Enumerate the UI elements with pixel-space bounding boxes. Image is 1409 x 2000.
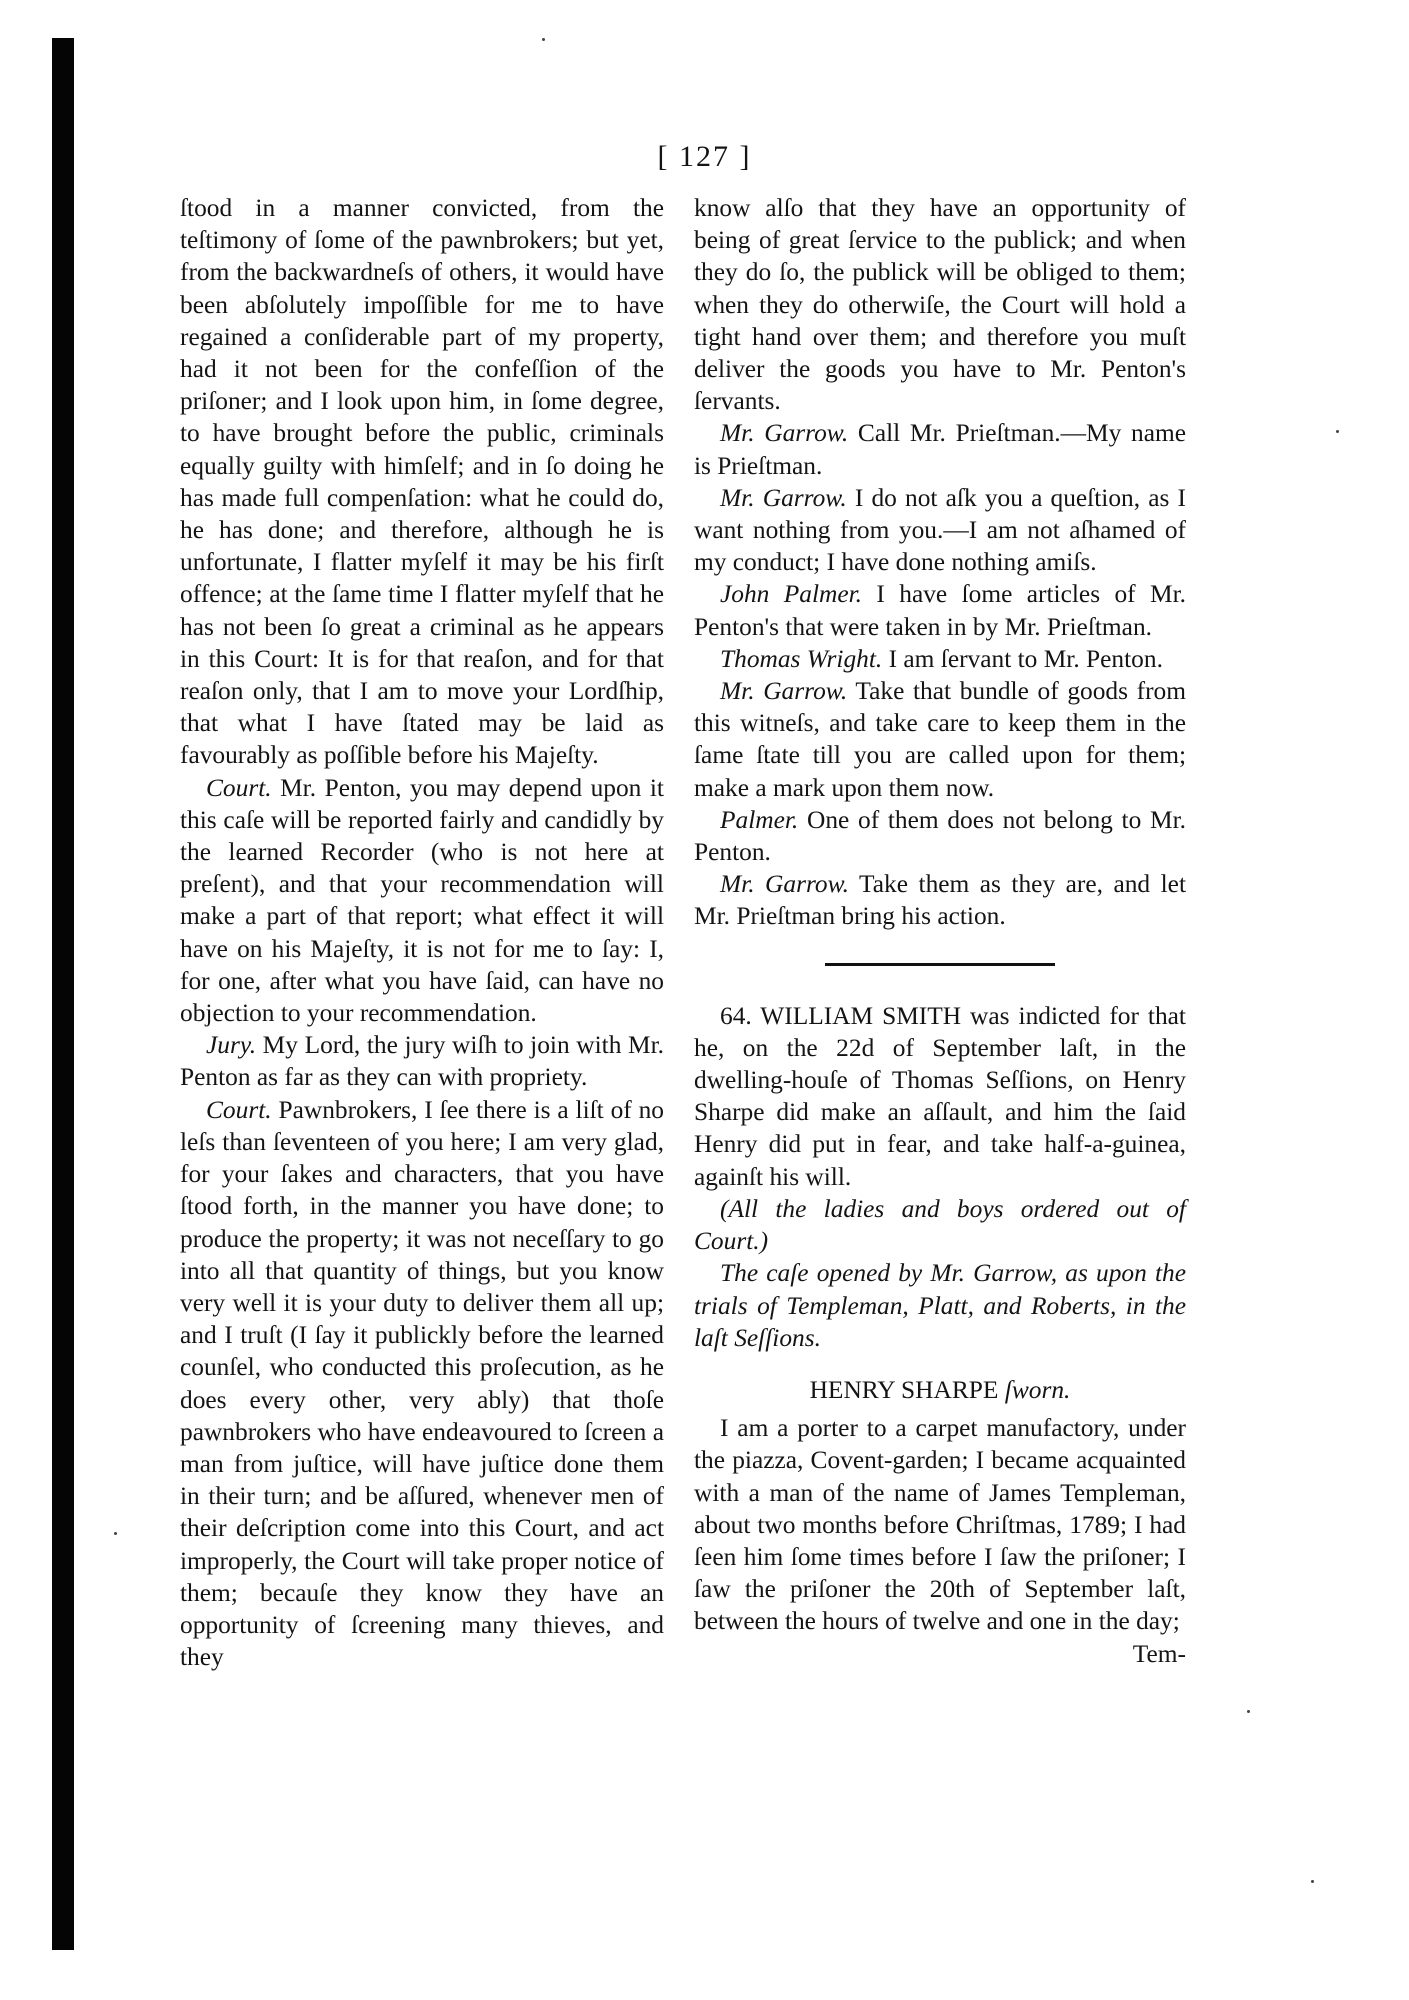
italic-note: The caſe opened by Mr. Garrow, as upon the trials of Templeman, Platt, and Roberts, in the laſt Seſſions. xyxy=(694,1259,1186,1352)
speaker-name: Court. xyxy=(206,773,272,802)
body-paragraph: I am a porter to a carpet manufactory, under the piazza, Covent-garden; I became acquainted with a man of the name of James Templeman, about two months before Chriſtmas, 1789; I had ſeen him ſome times before I ſaw the priſoner; I ſaw the priſoner the 20th of September laſt, between the hours of twelve and one in the day; xyxy=(694,1414,1186,1636)
scan-speck xyxy=(542,38,545,41)
speaker-name: Thomas Wright. xyxy=(720,644,883,673)
left-column xyxy=(180,192,664,1673)
paragraph-continuation: ſtood in a manner convicted, from the teſtimony of ſome of the pawnbrokers; but yet, from the backwardneſs of others, it would have been abſolutely impoſſible for me to have regained a conſiderable part of my property, had it not been for the confeſſion of the priſoner; and I look upon him, in ſome degree, to have brought before the public, criminals equally guilty with himſelf; and in ſo doing he has made full compenſation: what he could do, he has done; and therefore, although he is unfortunate, I flatter myſelf it may be his firſt offence; at the ſame time I flatter myſelf that he has not been ſo great a criminal as he appears in this Court: It is for that reaſon, and for that reaſon only, that I am to move your Lordſhip, that what I have ſtated may be laid as favourably as poſſible before his Majeſty. xyxy=(180,194,664,770)
section-divider xyxy=(825,963,1055,966)
scan-speck xyxy=(1247,1710,1250,1713)
speech-text: I am ſervant to Mr. Penton. xyxy=(882,644,1163,673)
speech-paragraph xyxy=(180,1029,664,1093)
witness-name: HENRY SHARPE xyxy=(809,1375,999,1404)
speaker-name: Palmer. xyxy=(720,805,799,834)
body-paragraph: 64. WILLIAM SMITH was indicted for that he, on the 22d of September laſt, in the dwelling-houſe of Thomas Seſſions, on Henry Sharpe did make an aſſault, and him the ſaid Henry did put in fear, and take half-a-guinea, againſt his will. xyxy=(694,1001,1186,1191)
witness-status: ſworn. xyxy=(1004,1375,1071,1404)
speaker-name: Mr. Garrow. xyxy=(720,483,847,512)
speech-text: Mr. Penton, you may depend upon it this caſe will be reported fairly and candidly by the learned Recorder (who is not here at preſent), and that your recommendation will make a part of that report; what effect it will have on his Majeſty, it is not for me to ſay: I, for one, after what you have ſaid, can have no objection to your recommendation. xyxy=(180,773,664,1028)
speech-text: Pawnbrokers, I ſee there is a liſt of no leſs than ſeventeen of you here; I am very glad, for your ſakes and characters, that you have ſtood forth, in the manner you have done; to produce the property; it was not neceſſary to go into all that quantity of things, but you know very well it is your duty to deliver them all up; and I truſt (I ſay it publickly before the learned counſel, who conducted this proſecution, as he does every other, very ably) that thoſe pawnbrokers who have endeavoured to ſcreen a man from juſtice, will have juſtice done them in their turn; and be aſſured, whenever men of their deſcription come into this Court, and act improperly, the Court will take proper notice of them; becauſe they know they have an opportunity of ſcreening many thieves, and they xyxy=(180,1095,664,1672)
catchword: Tem- xyxy=(1132,1639,1186,1668)
speaker-name: Jury. xyxy=(206,1031,257,1060)
speech-text: I have ſome articles of Mr. Penton's that were taken in by Mr. Prieſtman. xyxy=(694,580,1186,641)
speech-text: Take them as they are, and let Mr. Prieſtman bring his action. xyxy=(694,870,1187,931)
speaker-name: Mr. Garrow. xyxy=(720,870,850,899)
scan-speck xyxy=(1336,430,1339,433)
right-column xyxy=(694,192,1186,1670)
speaker-name: Mr. Garrow. xyxy=(720,419,849,448)
speech-text: I do not aſk you a queſtion, as I want nothing from you.—I am not aſhamed of my conduct; I have done nothing amiſs. xyxy=(694,483,1187,577)
italic-note: (All the ladies and boys ordered out of Court.) xyxy=(694,1194,1186,1256)
speaker-name: Mr. Garrow. xyxy=(720,677,848,706)
speech-text: My Lord, the jury wiſh to join with Mr. Penton as far as they can with propriety. xyxy=(180,1031,664,1092)
speech-paragraph xyxy=(180,772,664,1030)
witness-heading xyxy=(694,1374,1186,1406)
binding-shadow xyxy=(52,38,74,1950)
speech-paragraph xyxy=(694,804,1186,868)
speech-paragraph xyxy=(694,482,1186,579)
page-number: [ 127 ] xyxy=(657,140,752,173)
speech-text: One of them does not belong to Mr. Penton. xyxy=(694,805,1186,867)
speech-paragraph xyxy=(694,868,1186,932)
scan-speck xyxy=(1311,1880,1314,1883)
speech-paragraph xyxy=(694,578,1186,642)
speech-text: Take that bundle of goods from this witneſs, and take care to keep them in the ſame ſtate till you are called upon for them; make a mark upon them now. xyxy=(694,677,1186,802)
paragraph-continuation: know alſo that they have an opportunity of being of great ſervice to the publick; and when they do ſo, the publick will be obliged to them; when they do otherwiſe, the Court will hold a tight hand over them; and therefore you muſt deliver the goods you have to Mr. Penton's ſervants. xyxy=(694,194,1186,416)
speaker-name: Court. xyxy=(206,1095,272,1124)
speaker-name: John Palmer. xyxy=(720,580,863,609)
scan-speck xyxy=(114,1532,117,1535)
speech-paragraph xyxy=(694,675,1186,804)
speech-paragraph xyxy=(180,1094,664,1674)
speech-paragraph xyxy=(694,643,1186,675)
speech-paragraph xyxy=(694,417,1186,481)
speech-text: Call Mr. Prieſtman.—My name is Prieſtman. xyxy=(694,419,1186,480)
